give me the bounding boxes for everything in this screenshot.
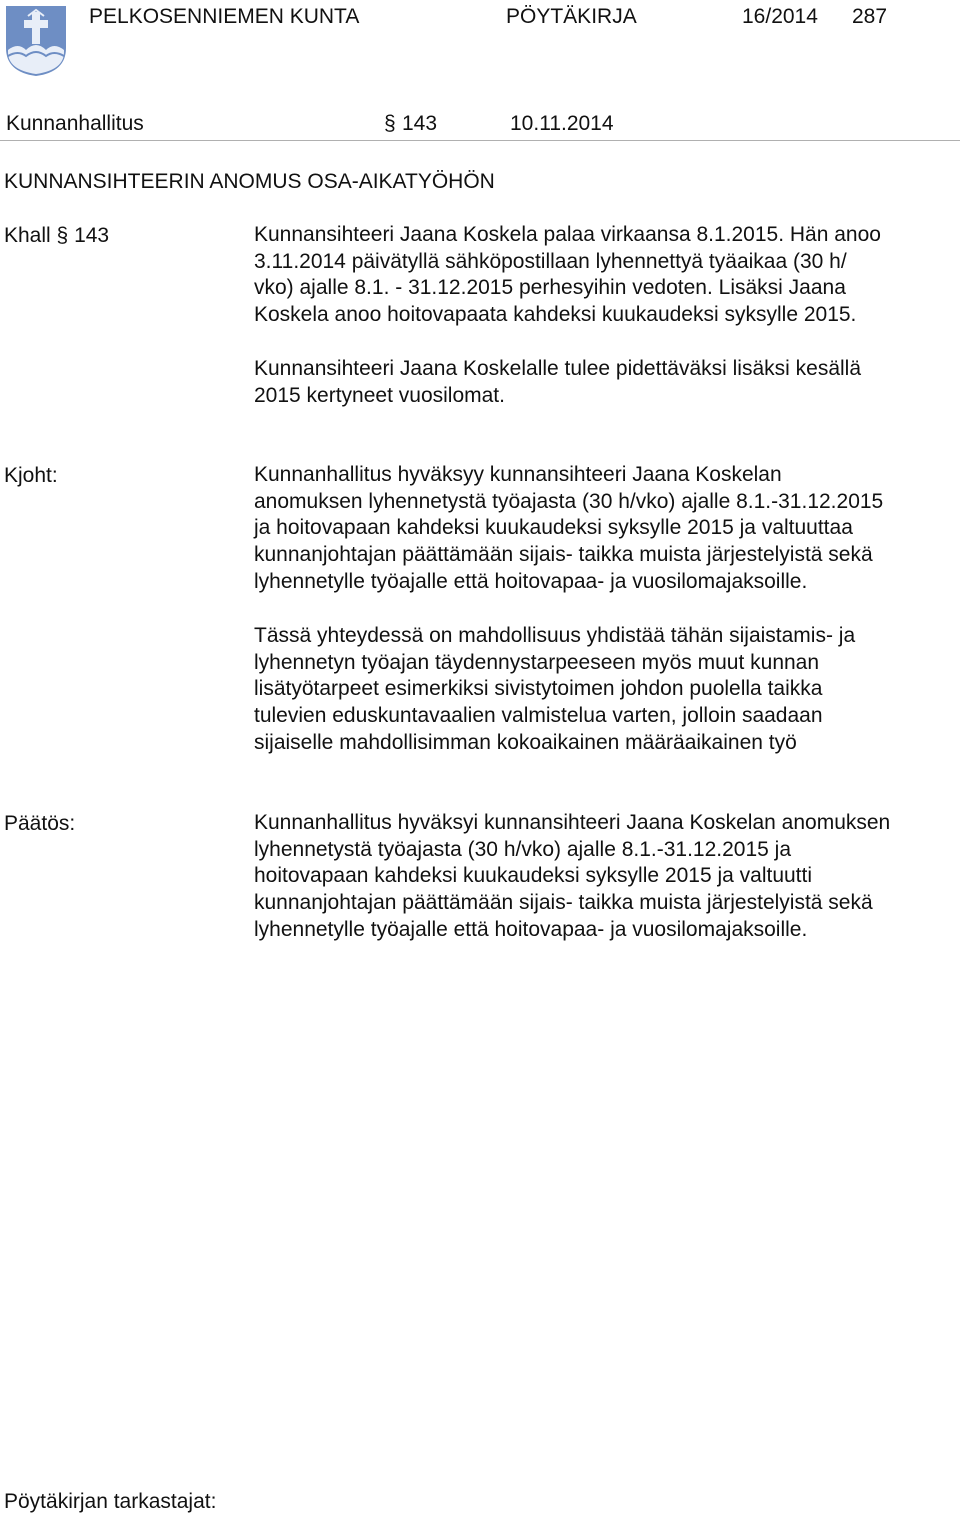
text-line: anomuksen lyhennetystä työajasta (30 h/vko) ajalle 8.1.-31.12.2015 (254, 489, 884, 513)
preparation-label-number: 143 (74, 224, 110, 247)
meeting-date: 10.11.2014 (510, 112, 614, 135)
text-line: lyhennetylle työajalle että hoitovapaa- ja vuosilomajaksoille. (254, 569, 808, 593)
text-line: Kunnanhallitus hyväksyi kunnansihteeri Jaana Koskelan anomuksen (254, 811, 891, 834)
text-line: lyhennetystä työajasta (30 h/vko) ajalle 8.1.-31.12.2015 ja (254, 837, 792, 861)
text-line: kunnanjohtajan päättämään sijais- taikka muista järjestelyistä sekä (254, 891, 873, 915)
meeting-body: Kunnanhallitus (6, 112, 144, 135)
text-line: tulevien eduskuntavaalien valmistelua varten, jolloin saadaan (254, 704, 823, 728)
preparation-label (4, 224, 109, 248)
text-line: 3.11.2014 päivätyllä sähköpostillaan lyhennettyä tyäaikaa (30 h/ (254, 249, 847, 273)
text-line: ja hoitovapaan kahdeksi kuukaudeksi syksylle 2015 ja valtuuttaa (254, 516, 853, 540)
text-line: lyhennetylle työajalle että hoitovapaa- ja vuosilomajaksoille. (254, 917, 808, 941)
page-number: 287 (852, 5, 888, 28)
header-divider (0, 140, 960, 141)
proposal-paragraph-1 (254, 462, 958, 596)
text-line: Tässä yhteydessä on mahdollisuus yhdistää tähän sijaistamis- ja (254, 624, 856, 647)
decision-label: Päätös: (4, 812, 76, 835)
document-type: PÖYTÄKIRJA (506, 5, 637, 28)
text-line: sijaiselle mahdollisimman kokoaikainen määräaikainen työ (254, 730, 797, 754)
text-line: 2015 kertyneet vuosilomat. (254, 383, 505, 407)
text-line: lyhennetyn työajan täydennystarpeeseen myös muut kunnan (254, 650, 820, 674)
section-number: 143 (402, 112, 438, 135)
municipal-crest-logo (4, 4, 68, 78)
item-title: KUNNANSIHTEERIN ANOMUS OSA-AIKATYÖHÖN (4, 170, 495, 193)
preparation-label-sign: § (56, 224, 69, 247)
reviewers-label: Pöytäkirjan tarkastajat: (4, 1490, 217, 1513)
meeting-number: 16/2014 (742, 5, 818, 28)
proposal-paragraph-2 (254, 623, 958, 757)
section-sign: § (384, 112, 396, 135)
text-line: Kunnansihteeri Jaana Koskelalle tulee pidettäväksi lisäksi kesällä (254, 357, 862, 380)
text-line: Kunnanhallitus hyväksyy kunnansihteeri Jaana Koskelan (254, 463, 782, 486)
text-line: Kunnansihteeri Jaana Koskela palaa virkaansa 8.1.2015. Hän anoo (254, 223, 881, 246)
decision-paragraph (254, 810, 958, 944)
text-line: hoitovapaan kahdeksi kuukaudeksi syksylle 2015 ja valtuutti (254, 864, 813, 888)
preparation-label-text: Khall (4, 224, 51, 247)
organization-name: PELKOSENNIEMEN KUNTA (89, 5, 360, 28)
preparation-paragraph-2 (254, 356, 958, 409)
text-line: kunnanjohtajan päättämään sijais- taikka muista järjestelyistä sekä (254, 543, 873, 567)
text-line: lisätyötarpeet esimerkiksi sivistytoimen johdon puolella taikka (254, 677, 823, 701)
proposal-label: Kjoht: (4, 464, 58, 487)
text-line: Koskela anoo hoitovapaata kahdeksi kuukaudeksi syksylle 2015. (254, 303, 857, 327)
text-line: vko) ajalle 8.1. - 31.12.2015 perhesyihin vedoten. Lisäksi Jaana (254, 276, 846, 300)
preparation-paragraph-1 (254, 222, 958, 329)
